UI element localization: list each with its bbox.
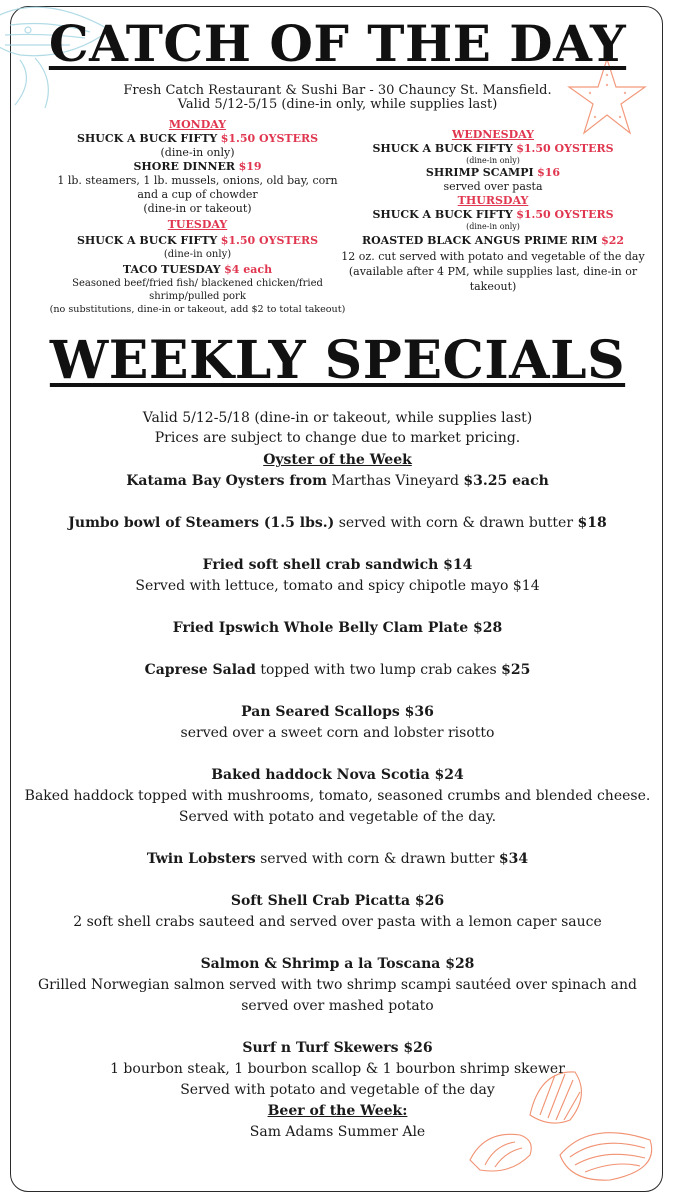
beer-of-week-heading: Beer of the Week: xyxy=(267,1103,408,1119)
wednesday-oyster-name: SHUCK A BUCK FIFTY xyxy=(372,142,513,155)
tuesday-special-price: $4 each xyxy=(224,263,273,276)
thursday-special-price: $22 xyxy=(601,234,625,247)
thursday-desc: 12 oz. cut served with potato and vegetable of the day xyxy=(341,250,645,263)
thursday-desc: (available after 4 PM, while supplies last, dine-in or xyxy=(348,265,638,278)
monday-oyster-note: (dine-in only) xyxy=(160,146,235,159)
surf-turf-title: Surf n Turf Skewers $26 xyxy=(242,1040,433,1056)
crab-sandwich-title: Fried soft shell crab sandwich $14 xyxy=(202,557,473,573)
tuesday-oyster-name: SHUCK A BUCK FIFTY xyxy=(76,234,218,247)
tuesday-special-name: TACO TUESDAY xyxy=(122,263,221,276)
thursday-desc: takeout) xyxy=(469,280,517,293)
tuesday-desc: Seasoned beef/fried fish/ blackened chicken/fried xyxy=(72,278,323,289)
monday-oyster-name: SHUCK A BUCK FIFTY xyxy=(76,132,218,145)
catch-valid-dates: Valid 5/12-5/15 (dine-in only, while supplies last) xyxy=(177,97,498,112)
tuesday-oyster-price: $1.50 OYSTERS xyxy=(220,234,319,247)
day-tuesday: TUESDAY xyxy=(167,218,228,231)
catch-of-the-day-title: CATCH OF THE DAY xyxy=(48,14,627,73)
wednesday-desc: served over pasta xyxy=(443,180,543,193)
oyster-of-week-item: Katama Bay Oysters from Marthas Vineyard $3.25 each xyxy=(126,473,549,489)
picatta-desc: 2 soft shell crabs sauteed and served over pasta with a lemon caper sauce xyxy=(73,914,602,930)
oyster-of-week-heading: Oyster of the Week xyxy=(263,452,412,468)
wednesday-oyster-note: (dine-in only) xyxy=(466,156,520,165)
haddock-title: Baked haddock Nova Scotia $24 xyxy=(211,767,464,783)
scallops-desc: served over a sweet corn and lobster risotto xyxy=(180,725,495,741)
day-thursday: THURSDAY xyxy=(457,194,529,207)
crab-sandwich-desc: Served with lettuce, tomato and spicy chipotle mayo $14 xyxy=(135,578,540,594)
thursday-oyster-price: $1.50 OYSTERS xyxy=(516,208,614,221)
monday-special-name: SHORE DINNER xyxy=(133,160,236,173)
wednesday-special-name: SHRIMP SCAMPI xyxy=(425,166,534,179)
tuesday-desc: shrimp/pulled pork xyxy=(149,291,246,302)
day-wednesday: WEDNESDAY xyxy=(451,128,535,141)
twin-lobsters-item: Twin Lobsters served with corn & drawn butter $34 xyxy=(146,851,529,867)
beer-of-week-name: Sam Adams Summer Ale xyxy=(249,1124,426,1140)
wednesday-oyster-price: $1.50 OYSTERS xyxy=(516,142,614,155)
right-day-column xyxy=(338,128,648,294)
haddock-desc: Baked haddock topped with mushrooms, tomato, seasoned crumbs and blended cheese. xyxy=(24,788,651,804)
monday-desc: 1 lb. steamers, 1 lb. mussels, onions, old bay, corn xyxy=(57,174,338,187)
salmon-title: Salmon & Shrimp a la Toscana $28 xyxy=(200,956,475,972)
scallops-title: Pan Seared Scallops $36 xyxy=(241,704,434,720)
monday-desc: (dine-in or takeout) xyxy=(143,202,252,215)
salmon-desc: Grilled Norwegian salmon served with two shrimp scampi sautéed over spinach and xyxy=(37,977,638,993)
thursday-special-name: ROASTED BLACK ANGUS PRIME RIM xyxy=(361,234,598,247)
wednesday-special-price: $16 xyxy=(537,166,561,179)
tuesday-oyster-note: (dine-in only) xyxy=(163,249,232,260)
thursday-oyster-note: (dine-in only) xyxy=(466,222,520,231)
steamers-item: Jumbo bowl of Steamers (1.5 lbs.) served with corn & drawn butter $18 xyxy=(68,515,607,531)
tuesday-desc: (no substitutions, dine-in or takeout, add $2 to total takeout) xyxy=(49,304,346,315)
monday-desc: and a cup of chowder xyxy=(137,188,258,201)
left-day-column xyxy=(30,118,365,316)
thursday-oyster-name: SHUCK A BUCK FIFTY xyxy=(372,208,513,221)
weekly-specials-list xyxy=(0,410,675,1143)
monday-oyster-price: $1.50 OYSTERS xyxy=(220,132,319,145)
caprese-item: Caprese Salad topped with two lump crab cakes $25 xyxy=(144,662,531,678)
surf-turf-desc: 1 bourbon steak, 1 bourbon scallop & 1 bourbon shrimp skewer xyxy=(110,1061,565,1077)
weekly-specials-title: WEEKLY SPECIALS xyxy=(49,330,626,391)
surf-turf-desc: Served with potato and vegetable of the day xyxy=(180,1082,495,1098)
clam-plate-title: Fried Ipswich Whole Belly Clam Plate $28 xyxy=(172,620,503,636)
prices-note: Prices are subject to change due to market pricing. xyxy=(154,430,521,446)
weekly-valid-dates: Valid 5/12-5/18 (dine-in or takeout, while supplies last) xyxy=(142,410,533,426)
picatta-title: Soft Shell Crab Picatta $26 xyxy=(230,893,445,909)
salmon-desc: served over mashed potato xyxy=(241,998,434,1014)
day-monday: MONDAY xyxy=(168,118,227,131)
restaurant-address: Fresh Catch Restaurant & Sushi Bar - 30 Chauncy St. Mansfield. xyxy=(123,83,552,98)
monday-special-price: $19 xyxy=(238,160,262,173)
haddock-desc: Served with potato and vegetable of the day. xyxy=(178,809,497,825)
